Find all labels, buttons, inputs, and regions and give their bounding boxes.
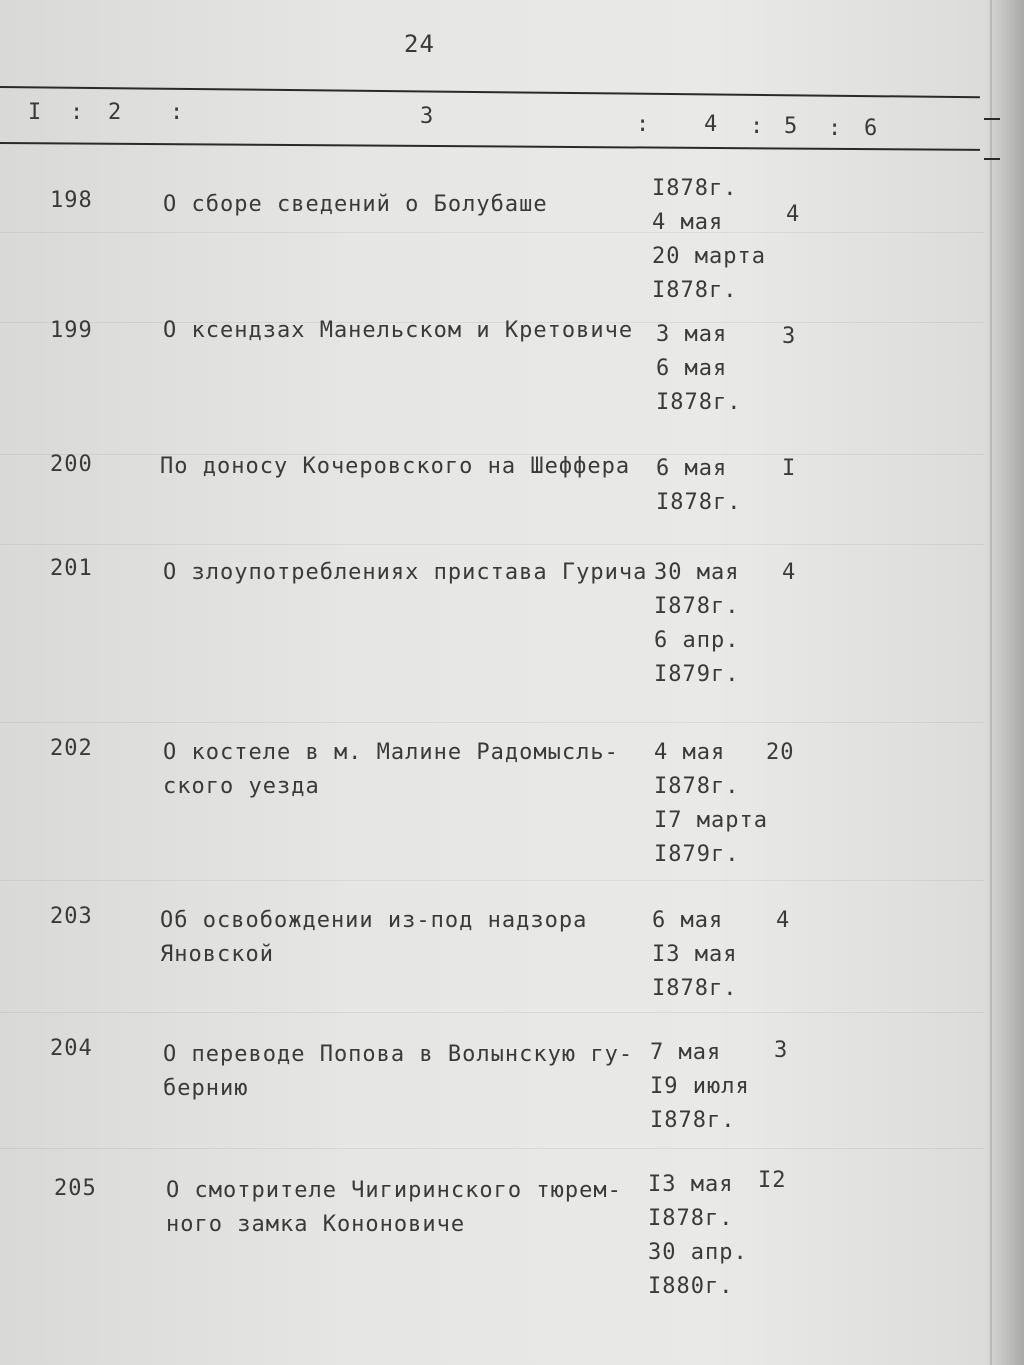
record-dates (654, 556, 784, 692)
record-dates (652, 172, 782, 308)
record-date-line: I878г. (650, 1108, 736, 1133)
record-title-line: О злоупотреблениях пристава Гурича (163, 560, 648, 585)
record-date-line: I878г. (652, 976, 738, 1001)
record-title-line: ного замка Кононовиче (166, 1212, 466, 1237)
record-title (163, 556, 648, 590)
record-date-line: I878г. (654, 594, 740, 619)
sheet-count: 4 (782, 560, 797, 585)
record-number: 200 (50, 452, 93, 477)
background-ruling (0, 722, 984, 723)
column-header-3: 3 (420, 104, 434, 129)
record-dates (656, 452, 786, 520)
record-date-line: 30 мая (654, 560, 740, 585)
header-rule-bottom (0, 142, 980, 151)
column-header-2: 2 (108, 100, 122, 125)
record-date-line: 3 мая (656, 322, 728, 347)
record-date-line: 20 марта (652, 244, 766, 269)
record-title-line: О сборе сведений о Болубаше (163, 192, 548, 217)
record-date-line: I878г. (652, 278, 738, 303)
record-number: 199 (50, 318, 93, 343)
record-date-line: 4 мая (654, 740, 726, 765)
record-title-line: По доносу Кочеровского на Шеффера (160, 454, 631, 479)
record-date-line: 7 мая (650, 1040, 722, 1065)
column-separator: : (70, 100, 84, 125)
column-separator: : (170, 100, 184, 125)
record-title (163, 188, 643, 222)
record-date-line: I9 июля (650, 1074, 750, 1099)
sheet-count: 4 (776, 908, 791, 933)
background-ruling (0, 1012, 984, 1013)
record-date-line: 4 мая (652, 210, 724, 235)
record-date-line: 6 мая (652, 908, 724, 933)
column-header-5: 5 (784, 114, 798, 139)
record-date-line: 6 апр. (654, 628, 740, 653)
column-separator: : (828, 116, 842, 141)
record-number: 203 (50, 904, 93, 929)
record-title-line: бернию (163, 1076, 249, 1101)
column-separator: : (636, 112, 650, 137)
record-title (163, 736, 643, 804)
record-date-line: I7 марта (654, 808, 768, 833)
record-number: 198 (50, 188, 93, 213)
sheet-count: I2 (758, 1168, 787, 1193)
column-separator: : (750, 114, 764, 139)
margin-tick (984, 158, 1000, 160)
record-title-line: Яновской (160, 942, 274, 967)
record-date-line: I879г. (654, 842, 740, 867)
record-date-line: I878г. (656, 390, 742, 415)
record-date-line: 30 апр. (648, 1240, 748, 1265)
background-ruling (0, 880, 984, 881)
record-dates (654, 736, 784, 872)
record-date-line: 6 мая (656, 356, 728, 381)
page-number: 24 (404, 30, 435, 58)
record-number: 201 (50, 556, 93, 581)
page-edge-line (990, 0, 992, 1365)
record-title (163, 1038, 643, 1106)
record-date-line: I880г. (648, 1274, 734, 1299)
margin-tick (984, 118, 1000, 120)
record-title-line: О смотрителе Чигиринского тюрем- (166, 1178, 622, 1203)
sheet-count: 3 (774, 1038, 789, 1063)
record-date-line: I878г. (656, 490, 742, 515)
record-date-line: 6 мая (656, 456, 728, 481)
record-title (166, 1174, 646, 1242)
record-dates (650, 1036, 780, 1138)
record-dates (652, 904, 782, 1006)
header-rule-top (0, 86, 980, 98)
background-ruling (0, 232, 984, 233)
sheet-count: 4 (786, 202, 801, 227)
record-dates (656, 318, 786, 420)
record-title-line: ского уезда (163, 774, 320, 799)
record-title (160, 904, 640, 972)
record-title (163, 314, 643, 348)
record-number: 205 (54, 1176, 97, 1201)
record-date-line: I878г. (652, 176, 738, 201)
column-header-6: 6 (864, 116, 878, 141)
record-title-line: О ксендзах Манельском и Кретовиче (163, 318, 634, 343)
record-date-line: I3 мая (648, 1172, 734, 1197)
sheet-count: 3 (782, 324, 797, 349)
column-header-1: I (28, 100, 42, 125)
record-title-line: Об освобождении из-под надзора (160, 908, 588, 933)
sheet-count: 20 (766, 740, 795, 765)
record-number: 204 (50, 1036, 93, 1061)
record-date-line: I878г. (654, 774, 740, 799)
background-ruling (0, 544, 984, 545)
background-ruling (0, 1148, 984, 1149)
sheet-count: I (782, 456, 797, 481)
record-date-line: I879г. (654, 662, 740, 687)
record-date-line: I878г. (648, 1206, 734, 1231)
record-title-line: О костеле в м. Малине Радомысль- (163, 740, 619, 765)
record-number: 202 (50, 736, 93, 761)
record-date-line: I3 мая (652, 942, 738, 967)
record-title-line: О переводе Попова в Волынскую гу- (163, 1042, 634, 1067)
column-header-4: 4 (704, 112, 718, 137)
record-title (160, 450, 640, 484)
